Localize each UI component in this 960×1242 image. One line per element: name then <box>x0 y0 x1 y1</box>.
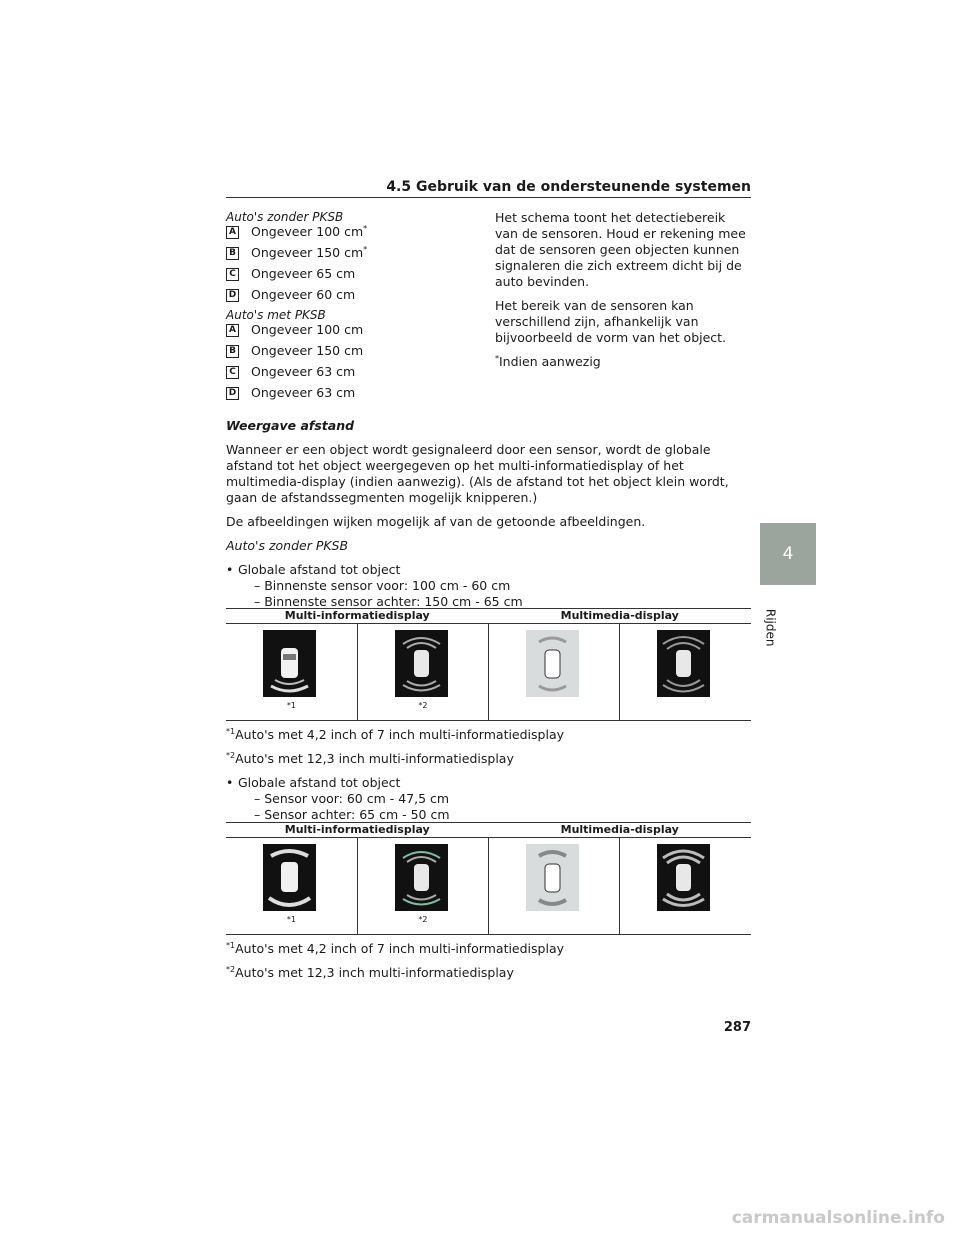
footnote-mark: *1 <box>226 941 236 950</box>
bullet-line: – Sensor achter: 65 cm - 50 cm <box>254 807 450 823</box>
badge-a: A <box>226 324 239 337</box>
multimedia-dark-display-image <box>657 630 710 697</box>
list-item <box>226 385 486 406</box>
item-text: Ongeveer 63 cm <box>251 364 356 379</box>
distance-section <box>226 418 751 610</box>
header-multi-info: Multi-informatiedisplay <box>226 609 489 624</box>
bullet-title: Globale afstand tot object <box>238 775 401 791</box>
footnotes-1 <box>226 727 751 823</box>
multimedia-light-display-image <box>526 844 579 911</box>
footnote <box>226 751 751 767</box>
badge-b: B <box>226 345 239 358</box>
display-cell <box>357 838 488 935</box>
footnote-text: Auto's met 12,3 inch multi-informatiedisplay <box>235 751 514 767</box>
mid-large-display-image <box>395 630 448 697</box>
badge-b: B <box>226 247 239 260</box>
item-text: Ongeveer 63 cm <box>251 385 356 400</box>
paragraph: Het schema toont het detectiebereik van de sensoren. Houd er rekening mee dat de sensoren geen objecten kunnen signaleren die zich extreem dicht bij de auto bevinden. <box>495 210 746 289</box>
display-cell <box>357 624 488 721</box>
bullet-line: – Sensor voor: 60 cm - 47,5 cm <box>254 791 450 807</box>
multimedia-light-display-image <box>526 630 579 697</box>
badge-c: C <box>226 366 239 379</box>
footnote-mark: *2 <box>418 915 428 925</box>
list-item <box>226 343 486 364</box>
item-text: Ongeveer 150 cm <box>251 343 364 358</box>
page-number: 287 <box>723 1020 751 1035</box>
availability-note <box>495 354 751 370</box>
note-text: Indien aanwezig <box>499 354 601 370</box>
footnote <box>226 727 751 743</box>
display-cell <box>489 838 620 935</box>
mid-small-display-image <box>263 844 316 911</box>
sensor-range-list <box>226 210 486 406</box>
display-table-2 <box>226 822 751 935</box>
display-cell <box>489 624 620 721</box>
header-multimedia: Multimedia-display <box>489 609 752 624</box>
footnote-mark: *1 <box>226 727 236 736</box>
range-explanation <box>495 210 751 378</box>
item-text: Ongeveer 100 cm <box>251 322 364 337</box>
item-text: Ongeveer 60 cm <box>251 287 356 302</box>
footnote <box>226 941 751 957</box>
list-item <box>226 322 486 343</box>
bullet-line: – Binnenste sensor voor: 100 cm - 60 cm <box>254 578 511 593</box>
chapter-label <box>765 608 779 648</box>
list-item <box>226 245 486 266</box>
badge-d: D <box>226 387 239 400</box>
sub-label: Auto's zonder PKSB <box>226 538 349 553</box>
list-item <box>226 287 486 308</box>
footnote-mark: *2 <box>226 965 236 975</box>
chapter-label-text: Rijden <box>763 608 778 647</box>
display-cell <box>620 624 751 721</box>
header-divider <box>226 197 751 198</box>
multimedia-dark-display-image <box>657 844 710 911</box>
watermark: carmanualsonline.info <box>731 1208 945 1228</box>
footnote <box>226 965 751 981</box>
bullet-line: – Binnenste sensor achter: 150 cm - 65 cm <box>254 594 523 609</box>
list-item <box>226 364 486 385</box>
item-text: Ongeveer 150 cm <box>251 245 364 261</box>
with-pksb-label: Auto's met PKSB <box>226 308 326 322</box>
footnote-mark: *1 <box>286 701 296 711</box>
footnote-mark: *1 <box>286 915 296 925</box>
footnote-mark: *2 <box>418 701 428 711</box>
display-cell <box>620 838 751 935</box>
paragraph: Het bereik van de sensoren kan verschillend zijn, afhankelijk van bijvoorbeeld de vorm van het object. <box>495 298 727 345</box>
section-title: 4.5 Gebruik van de ondersteunende systemen <box>386 179 751 195</box>
bullet-item: • Globale afstand tot object – Binnenste sensor voor: 100 cm - 60 cm – Binnenste sensor achter: 150 cm - 65 cm <box>226 562 523 609</box>
item-text: Ongeveer 65 cm <box>251 266 356 281</box>
mid-small-display-image <box>263 630 316 697</box>
badge-c: C <box>226 268 239 281</box>
paragraph: De afbeeldingen wijken mogelijk af van de getoonde afbeeldingen. <box>226 514 646 529</box>
header-multi-info: Multi-informatiedisplay <box>226 823 489 838</box>
header-multimedia: Multimedia-display <box>489 823 752 838</box>
footnote-text: Auto's met 4,2 inch of 7 inch multi-informatiedisplay <box>235 727 565 743</box>
footnotes-2 <box>226 941 751 981</box>
chapter-tab: 4 <box>760 523 816 585</box>
footnote-text: Auto's met 12,3 inch multi-informatiedisplay <box>235 965 514 981</box>
footnote-mark: *2 <box>226 751 236 761</box>
badge-d: D <box>226 289 239 302</box>
item-text: Ongeveer 100 cm <box>251 224 364 240</box>
without-pksb-label: Auto's zonder PKSB <box>226 210 344 224</box>
asterisk: * <box>363 245 368 254</box>
list-item <box>226 266 486 287</box>
display-table-1 <box>226 608 751 721</box>
display-cell <box>226 624 357 721</box>
asterisk: * <box>363 224 368 233</box>
paragraph: Wanneer er een object wordt gesignaleerd door een sensor, wordt de globale afstand tot het object weergegeven op het multi-informatiedisplay of het multimedia-display (indien aanwezig). (Als de afstand tot het object klein wordt, gaan de afstandssegmenten mogelijk knipperen.) <box>226 442 729 505</box>
asterisk: * <box>495 354 499 363</box>
mid-large-display-image <box>395 844 448 911</box>
bullet-title: Globale afstand tot object <box>238 562 401 577</box>
footnote-text: Auto's met 4,2 inch of 7 inch multi-informatiedisplay <box>235 941 565 957</box>
display-cell <box>226 838 357 935</box>
bullet-item: • Globale afstand tot object – Sensor voor: 60 cm - 47,5 cm – Sensor achter: 65 cm - 50 cm <box>226 775 450 823</box>
badge-a: A <box>226 226 239 239</box>
list-item <box>226 224 486 245</box>
section-heading: Weergave afstand <box>226 418 355 433</box>
